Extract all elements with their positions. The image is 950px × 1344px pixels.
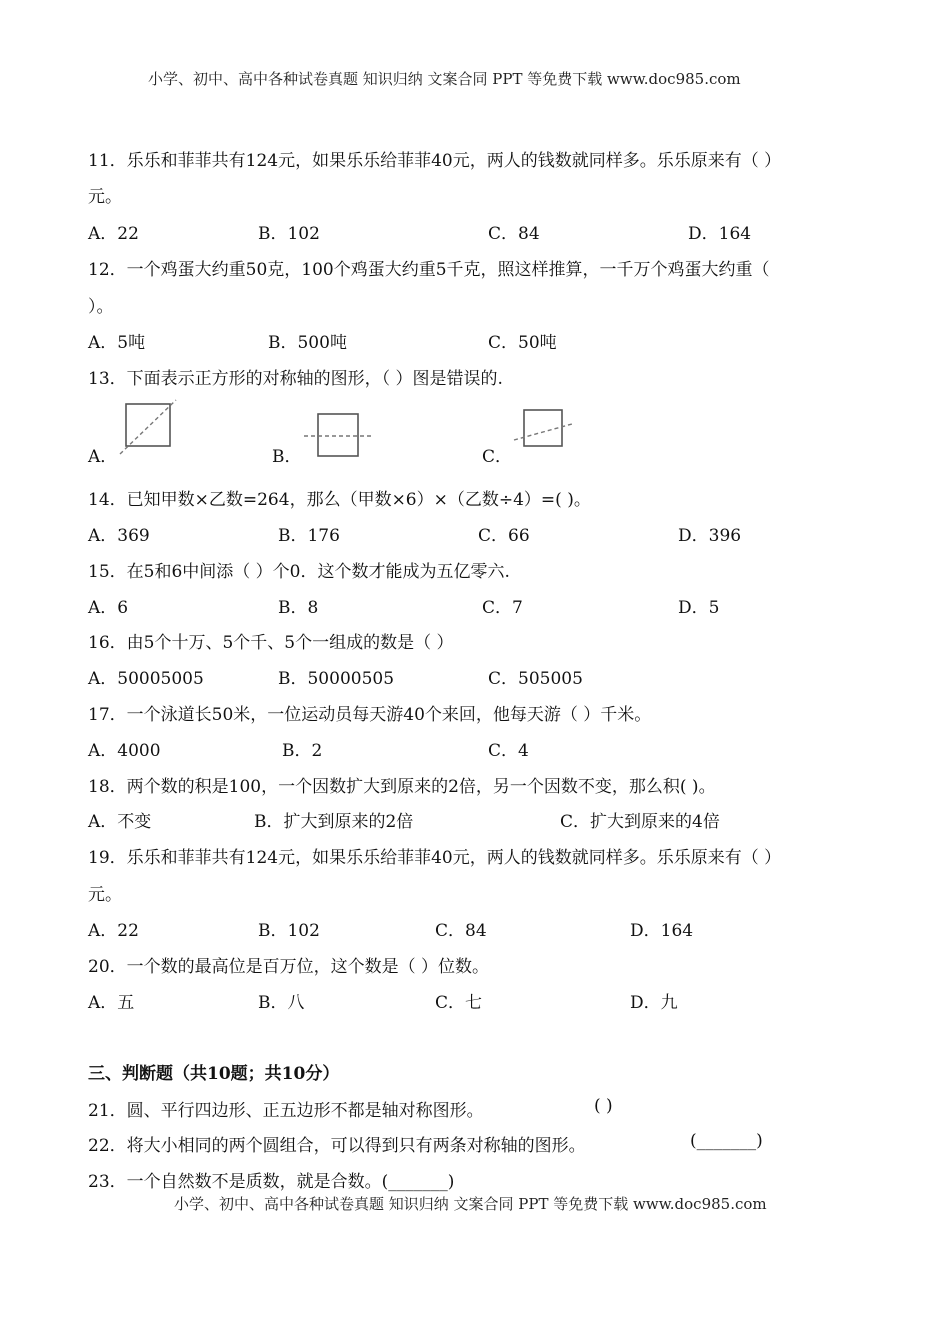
- question-21-text: 21．圆、平行四边形、正五边形不都是轴对称图形。: [88, 1101, 484, 1121]
- q20-option-c[interactable]: C．七: [435, 993, 483, 1013]
- question-11-text-cont: 元。: [88, 187, 122, 207]
- q14-option-c[interactable]: C．66: [478, 526, 530, 546]
- figure-a-square-diagonal: [116, 398, 180, 456]
- q15-option-c[interactable]: C．7: [482, 598, 523, 618]
- q20-option-d[interactable]: D．九: [630, 993, 678, 1013]
- q14-option-d[interactable]: D．396: [678, 526, 742, 546]
- question-22-answer-blank[interactable]: (_______): [690, 1131, 763, 1151]
- q13-option-b[interactable]: B．: [272, 447, 302, 467]
- q18-option-c[interactable]: C．扩大到原来的4倍: [560, 812, 720, 832]
- q16-option-b[interactable]: B．50000505: [278, 669, 395, 689]
- question-13-text: 13．下面表示正方形的对称轴的图形，（ ）图是错误的.: [88, 369, 503, 389]
- page-header: 小学、初中、高中各种试卷真题 知识归纳 文案合同 PPT 等免费下载 www.doc985.com: [148, 70, 741, 88]
- q13-option-c[interactable]: C．: [482, 447, 513, 467]
- question-23-text: 23．一个自然数不是质数，就是合数。(_______): [88, 1172, 455, 1192]
- q18-option-b[interactable]: B．扩大到原来的2倍: [254, 812, 414, 832]
- question-17-text: 17．一个泳道长50米，一位运动员每天游40个来回，他每天游（ ）千米。: [88, 705, 652, 725]
- q14-option-a[interactable]: A．369: [88, 526, 150, 546]
- section-3-title: 三、判断题（共10题；共10分）: [88, 1064, 340, 1084]
- question-15-text: 15．在5和6中间添（ ）个0．这个数才能成为五亿零六.: [88, 562, 510, 582]
- q11-option-a[interactable]: A．22: [88, 224, 139, 244]
- page-footer: 小学、初中、高中各种试卷真题 知识归纳 文案合同 PPT 等免费下载 www.doc985.com: [174, 1195, 767, 1213]
- q13-option-a[interactable]: A．: [88, 447, 118, 467]
- q11-option-c[interactable]: C．84: [488, 224, 540, 244]
- q20-option-a[interactable]: A．五: [88, 993, 135, 1013]
- question-11-text: 11．乐乐和菲菲共有124元，如果乐乐给菲菲40元，两人的钱数就同样多。乐乐原来有（ ）: [88, 151, 782, 171]
- q16-option-a[interactable]: A．50005005: [88, 669, 204, 689]
- question-12-text-cont: ）。: [88, 297, 114, 317]
- figure-c-square-slanted-axis: [512, 406, 576, 452]
- q12-option-a[interactable]: A．5吨: [88, 333, 146, 353]
- q20-option-b[interactable]: B．八: [258, 993, 305, 1013]
- q15-option-d[interactable]: D．5: [678, 598, 720, 618]
- q16-option-c[interactable]: C．505005: [488, 669, 583, 689]
- question-16-text: 16．由5个十万、5个千、5个一组成的数是（ ）: [88, 633, 454, 653]
- q15-option-a[interactable]: A．6: [88, 598, 129, 618]
- q19-option-a[interactable]: A．22: [88, 921, 139, 941]
- q19-option-d[interactable]: D．164: [630, 921, 694, 941]
- question-14-text: 14．已知甲数×乙数=264，那么（甲数×6）×（乙数÷4）=( )。: [88, 490, 591, 510]
- q14-option-b[interactable]: B．176: [278, 526, 340, 546]
- q17-option-b[interactable]: B．2: [282, 741, 323, 761]
- q12-option-c[interactable]: C．50吨: [488, 333, 557, 353]
- q17-option-c[interactable]: C．4: [488, 741, 529, 761]
- question-20-text: 20．一个数的最高位是百万位，这个数是（ ）位数。: [88, 957, 490, 977]
- question-22-text: 22．将大小相同的两个圆组合，可以得到只有两条对称轴的图形。: [88, 1136, 586, 1156]
- q18-option-a[interactable]: A．不变: [88, 812, 152, 832]
- question-19-text: 19．乐乐和菲菲共有124元，如果乐乐给菲菲40元，两人的钱数就同样多。乐乐原来有（ ）: [88, 848, 782, 868]
- question-19-text-cont: 元。: [88, 885, 122, 905]
- q19-option-b[interactable]: B．102: [258, 921, 320, 941]
- q17-option-a[interactable]: A．4000: [88, 741, 161, 761]
- figure-b-square-horizontal-axis: [302, 410, 376, 460]
- q11-option-d[interactable]: D．164: [688, 224, 752, 244]
- q12-option-b[interactable]: B．500吨: [268, 333, 347, 353]
- question-12-text: 12．一个鸡蛋大约重50克，100个鸡蛋大约重5千克，照这样推算，一千万个鸡蛋大约重（: [88, 260, 770, 280]
- q19-option-c[interactable]: C．84: [435, 921, 487, 941]
- q15-option-b[interactable]: B．8: [278, 598, 319, 618]
- q11-option-b[interactable]: B．102: [258, 224, 320, 244]
- question-21-answer-blank[interactable]: ( ): [594, 1096, 613, 1116]
- question-18-text: 18．两个数的积是100，一个因数扩大到原来的2倍，另一个因数不变，那么积( )。: [88, 777, 716, 797]
